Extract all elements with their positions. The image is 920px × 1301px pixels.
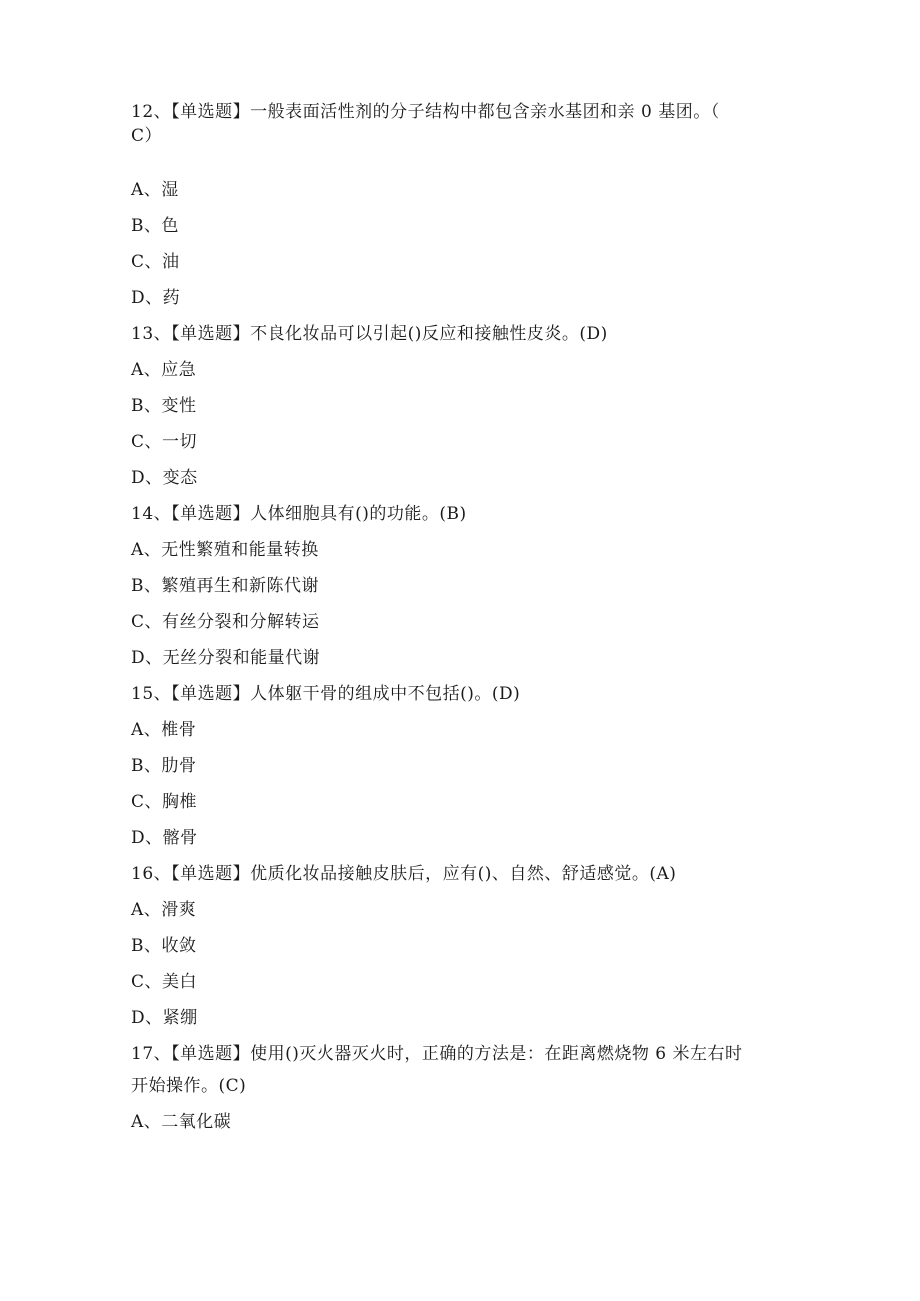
option-d: D、紧绷 [131, 1008, 198, 1028]
option-c: C、一切 [131, 432, 198, 452]
option-d: D、髂骨 [131, 828, 198, 848]
option-b: B、收敛 [131, 936, 197, 956]
option-b: B、肋骨 [131, 756, 197, 776]
option-a: A、湿 [131, 180, 179, 200]
option-a: A、应急 [131, 360, 197, 380]
question-text: 12、【单选题】一般表面活性剂的分子结构中都包含亲水基团和亲 0 基团。（ [131, 102, 720, 122]
option-a: A、二氧化碳 [131, 1112, 232, 1132]
question-text: 17、【单选题】使用()灭火器灭火时，正确的方法是：在距离燃烧物 6 米左右时 [131, 1044, 743, 1064]
question-text: 15、【单选题】人体躯干骨的组成中不包括()。(D) [131, 684, 521, 704]
option-c: C、美白 [131, 972, 198, 992]
option-a: A、无性繁殖和能量转换 [131, 540, 319, 560]
question-12 [131, 100, 791, 310]
question-15 [131, 682, 791, 850]
document-body [131, 100, 791, 1134]
option-d: D、变态 [131, 468, 198, 488]
option-d: D、药 [131, 288, 181, 308]
option-b: B、色 [131, 216, 179, 236]
option-a: A、滑爽 [131, 900, 197, 920]
option-c: C、胸椎 [131, 792, 198, 812]
question-text: 14、【单选题】人体细胞具有()的功能。(B) [131, 504, 467, 524]
question-text: 16、【单选题】优质化妆品接触皮肤后，应有()、自然、舒适感觉。(A) [131, 864, 677, 884]
question-13 [131, 322, 791, 490]
question-text-continued: 开始操作。(C) [131, 1076, 247, 1096]
question-text-continued: C） [131, 126, 163, 146]
question-14 [131, 502, 791, 670]
question-17 [131, 1042, 791, 1134]
option-c: C、油 [131, 252, 180, 272]
option-c: C、有丝分裂和分解转运 [131, 612, 320, 632]
question-text: 13、【单选题】不良化妆品可以引起()反应和接触性皮炎。(D) [131, 324, 608, 344]
option-a: A、椎骨 [131, 720, 197, 740]
question-16 [131, 862, 791, 1030]
option-b: B、繁殖再生和新陈代谢 [131, 576, 319, 596]
option-b: B、变性 [131, 396, 197, 416]
option-d: D、无丝分裂和能量代谢 [131, 648, 321, 668]
